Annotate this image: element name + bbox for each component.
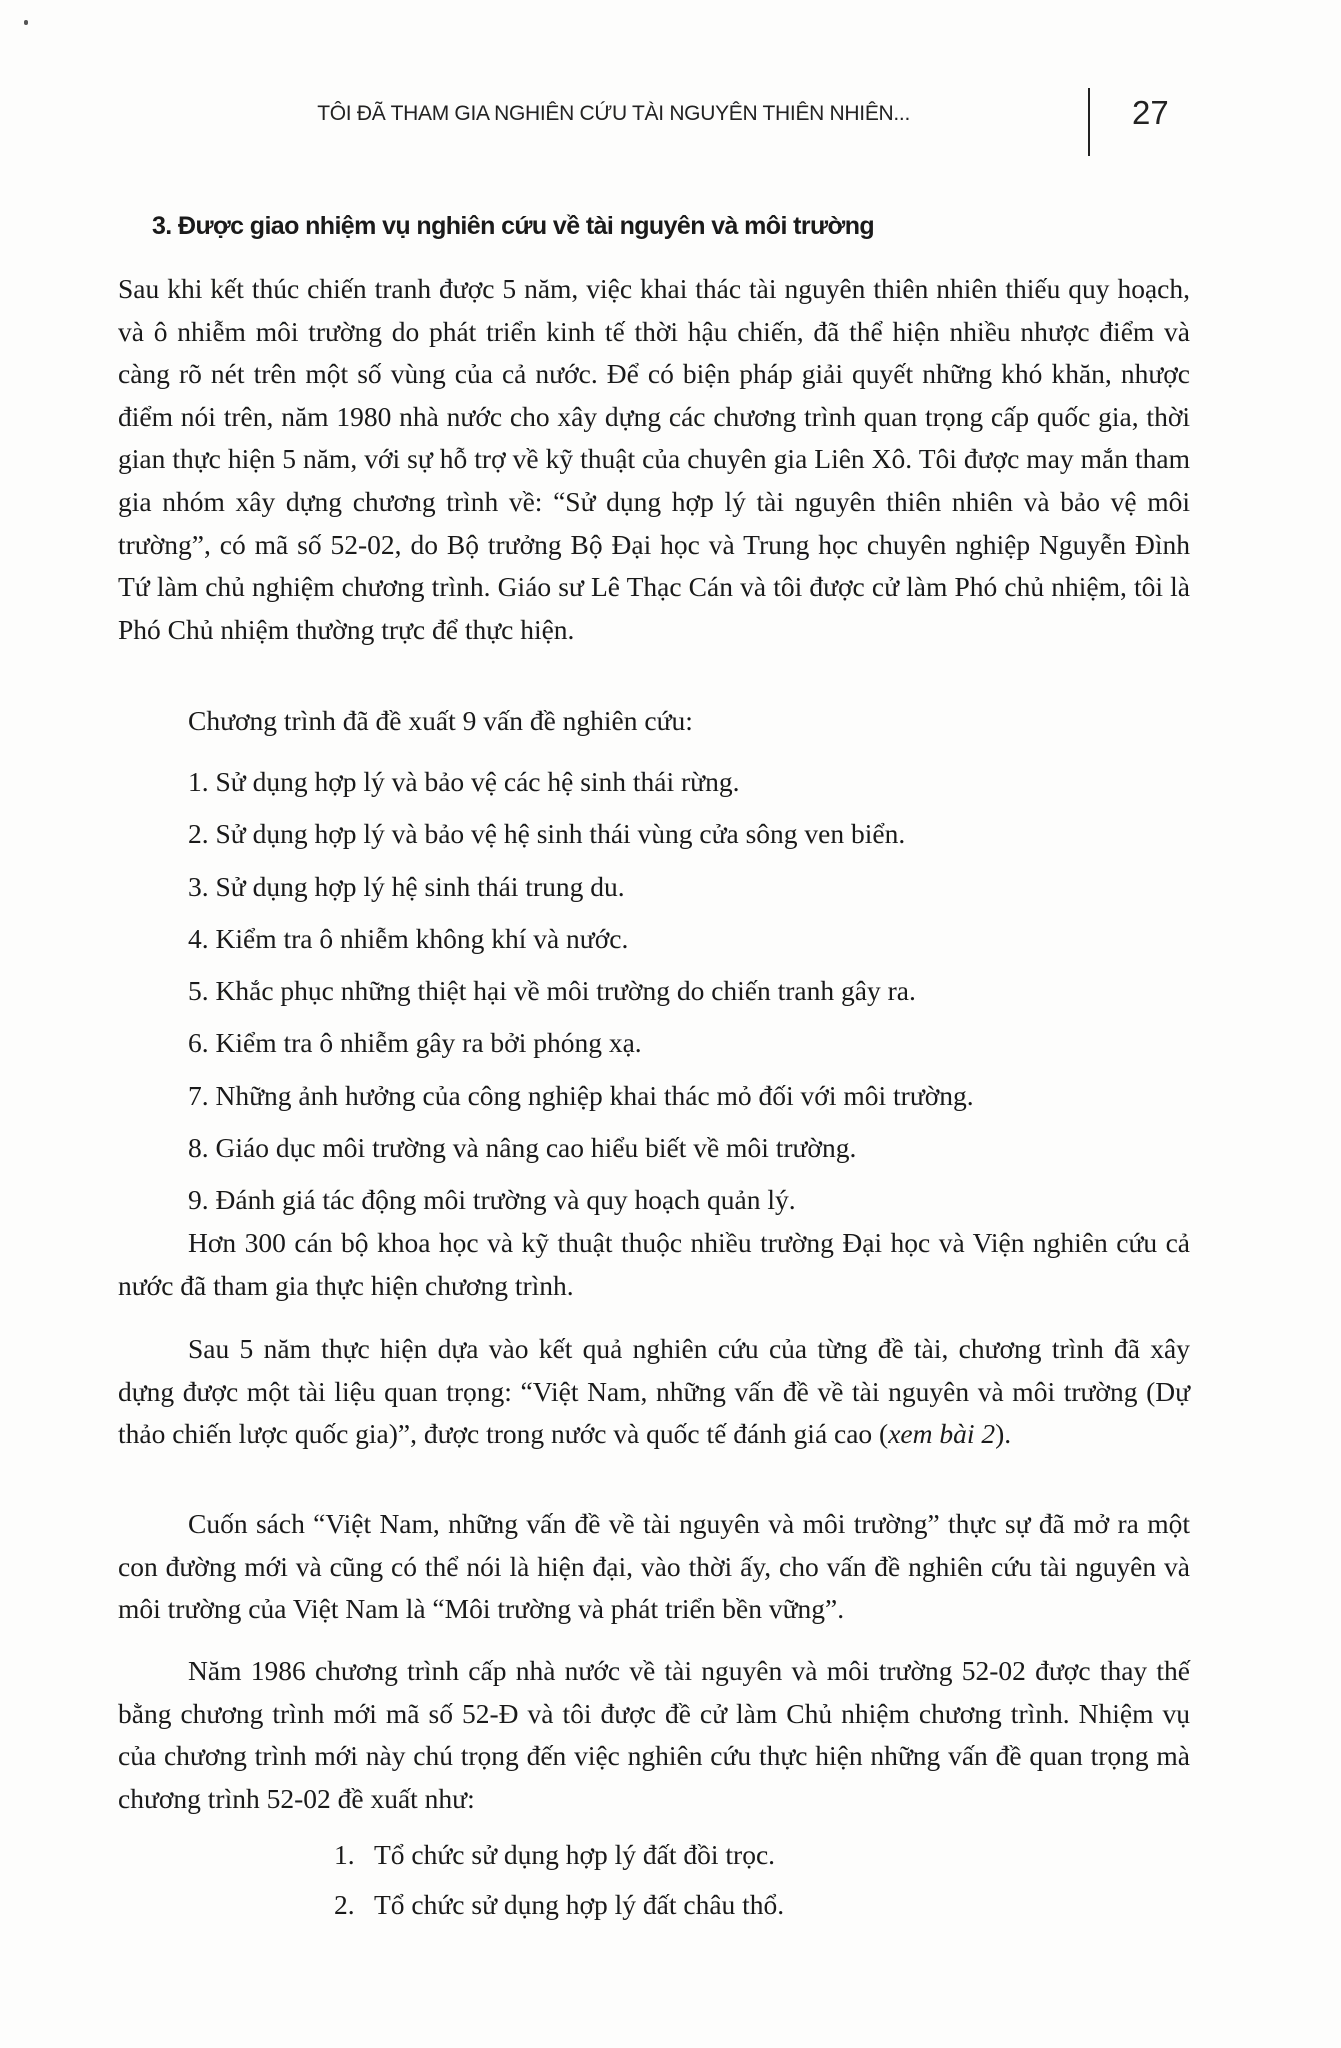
paragraph-intro: Sau khi kết thúc chiến tranh được 5 năm, việc khai thác tài nguyên thiên nhiên thiếu quy hoạch, và ô nhiễm môi trường do phát triển kinh tế thời hậu chiến, đã thể hiện nhiều nhược điểm và càng rõ nét trên một số vùng của cả nước. Để có biện pháp giải quyết những khó khăn, nhược điểm nói trên, năm 1980 nhà nước cho xây dựng các chương trình quan trọng cấp quốc gia, thời gian thực hiện 5 năm, với sự hỗ trợ về kỹ thuật của chuyên gia Liên Xô. Tôi được may mắn tham gia nhóm xây dựng chương trình về: “Sử dụng hợp lý tài nguyên thiên nhiên và bảo vệ môi trường”, có mã số 52-02, do Bộ trưởng Bộ Đại học và Trung học chuyên nghiệp Nguyễn Đình Tứ làm chủ nghiệm chương trình. Giáo sư Lê Thạc Cán và tôi được cử làm Phó chủ nhiệm, tôi là Phó Chủ nhiệm thường trực để thực hiện. [118,273,1190,645]
list-item: 8. Giáo dục môi trường và nâng cao hiểu biết về môi trường. [188,1132,857,1164]
list-item: 5. Khắc phục những thiệt hại về môi trường do chiến tranh gây ra. [188,975,916,1007]
paragraph-book: Cuốn sách “Việt Nam, những vấn đề về tài nguyên và môi trường” thực sự đã mở ra một con đường mới và cũng có thể nói là hiện đại, vào thời ấy, cho vấn đề nghiên cứu tài nguyên và môi trường của Việt Nam là “Môi trường và phát triển bền vững”. [118,1508,1190,1625]
page-header [317,88,1190,148]
paragraph-new-program: Năm 1986 chương trình cấp nhà nước về tài nguyên và môi trường 52-02 được thay thế bằng chương trình mới mã số 52-Đ và tôi được đề cử làm Chủ nhiệm chương trình. Nhiệm vụ của chương trình mới này chú trọng đến việc nghiên cứu thực hiện những vấn đề quan trọng mà chương trình 52-02 đề xuất như: [118,1655,1190,1814]
list-item-number: 2. [334,1889,355,1920]
list-item: 6. Kiểm tra ô nhiễm gây ra bởi phóng xạ. [188,1027,642,1059]
scan-speck [24,20,28,25]
list-item [334,1830,784,1880]
paragraph-participants: Hơn 300 cán bộ khoa học và kỹ thuật thuộc nhiều trường Đại học và Viện nghiên cứu cả nước đã tham gia thực hiện chương trình. [118,1227,1190,1301]
section-heading: 3. Được giao nhiệm vụ nghiên cứu về tài nguyên và môi trường [152,212,875,240]
cross-reference: xem bài 2 [888,1418,996,1450]
list-item [334,1880,784,1930]
list-item: 7. Những ảnh hưởng của công nghiệp khai thác mỏ đối với môi trường. [188,1079,974,1111]
list-item: 2. Sử dụng hợp lý và bảo vệ hệ sinh thái vùng cửa sông ven biển. [188,818,906,850]
new-program-list [334,1830,784,1930]
paragraph-topics-lead: Chương trình đã đề xuất 9 vấn đề nghiên cứu: [188,705,693,736]
list-item-text: Tổ chức sử dụng hợp lý đất đồi trọc. [374,1839,776,1870]
running-title: TÔI ĐÃ THAM GIA NGHIÊN CỨU TÀI NGUYÊN THIÊN NHIÊN... [317,102,910,125]
list-item: 1. Sử dụng hợp lý và bảo vệ các hệ sinh thái rừng. [188,766,740,797]
list-item: 9. Đánh giá tác động môi trường và quy hoạch quản lý. [188,1184,796,1216]
header-divider [1088,88,1090,156]
results-text-end: ). [995,1418,1012,1450]
list-item: 4. Kiểm tra ô nhiễm không khí và nước. [188,922,629,954]
research-topics-list [188,756,974,1227]
list-item: 3. Sử dụng hợp lý hệ sinh thái trung du. [188,870,625,902]
results-text: Sau 5 năm thực hiện dựa vào kết quả nghiên cứu của từng đề tài, chương trình đã xây dựng được một tài liệu quan trọng: “Việt Nam, những vấn đề về tài nguyên và môi trường (Dự thảo chiến lược quốc gia)”, được trong nước và quốc tế đánh giá cao ( [118,1333,1190,1450]
list-item-text: Tổ chức sử dụng hợp lý đất châu thổ. [374,1889,785,1920]
page-number: 27 [1132,94,1169,131]
list-item-number: 1. [334,1839,355,1870]
paragraph-results [118,1328,1190,1456]
